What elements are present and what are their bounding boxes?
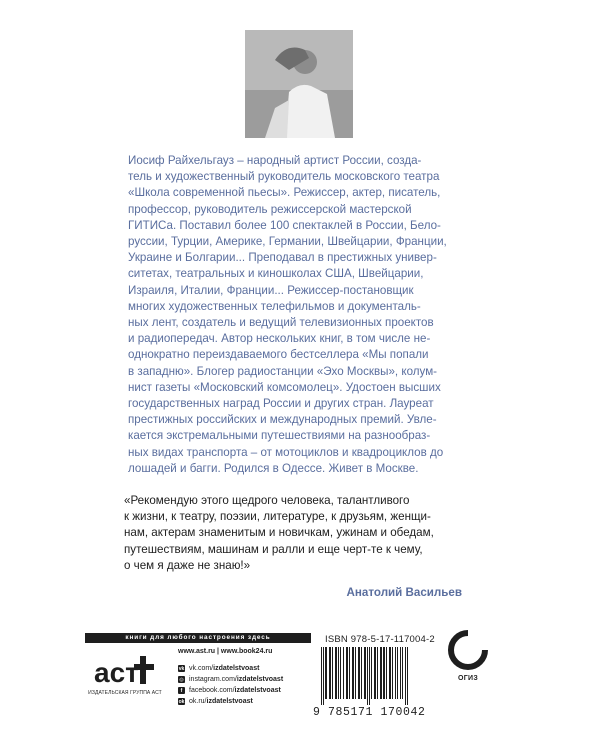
bio-line: «Школа современной пьесы». Режиссер, актер, писатель, <box>128 186 441 200</box>
facebook-icon: f <box>178 687 185 694</box>
ogiz-logo <box>447 629 489 671</box>
bio-line: и радиопередач. Автор нескольких книг, в том числе не- <box>128 332 431 346</box>
barcode-bar <box>325 647 327 699</box>
social-link-handle: izdatelstvoast <box>213 665 260 672</box>
author-biography <box>128 153 464 477</box>
bio-line: ных видах транспорта – от мотоциклов и квадроциклов до <box>128 445 444 459</box>
social-link-prefix: vk.com/ <box>189 665 214 672</box>
social-link-prefix: facebook.com/ <box>189 687 235 694</box>
bio-line: профессор, руководитель режиссерской мастерской <box>128 202 412 216</box>
bio-line: в западню». Блогер радиостанции «Эхо Москвы», колум- <box>128 364 438 378</box>
bio-line: престижных российских и международных премий. Увле- <box>128 413 437 427</box>
bio-line: Иосиф Райхельгауз – народный артист России, созда- <box>128 154 422 167</box>
barcode-guard-bar <box>407 647 408 705</box>
quote-line: к жизни, к театру, поэзии, литературе, к друзьям, женщи- <box>124 510 431 524</box>
barcode-bar <box>377 647 378 699</box>
barcode-digits: 9 785171 170042 <box>313 706 426 719</box>
barcode-bar <box>400 647 401 699</box>
publisher-group-label: ИЗДАТЕЛЬСКАЯ ГРУППА АСТ <box>88 690 162 696</box>
ogiz-logo-gap <box>468 633 485 650</box>
barcode-bar <box>361 647 362 699</box>
odnoklassniki-icon: ok <box>178 698 185 705</box>
barcode-bar <box>389 647 391 699</box>
social-link-odnoklassniki[interactable] <box>178 696 283 707</box>
barcode-bar <box>374 647 376 699</box>
social-link-vk[interactable] <box>178 663 283 674</box>
barcode-bar <box>349 647 350 699</box>
barcode-guard-bar <box>369 647 370 705</box>
barcode-bar <box>395 647 396 699</box>
barcode-guard-bar <box>405 647 406 705</box>
quote-line: путешествиям, машинам и ралли и еще черт-те к чему, <box>124 542 423 556</box>
barcode-bar <box>386 647 387 699</box>
social-link-facebook[interactable] <box>178 685 283 696</box>
social-links <box>178 663 283 707</box>
quote-line: «Рекомендую этого щедрого человека, талантливого <box>124 494 410 507</box>
barcode-bar <box>335 647 337 699</box>
ast-logo <box>90 650 160 690</box>
bio-line: ных лент, создатель и ведущий телевизионных проектов <box>128 316 434 330</box>
social-link-handle: izdatelstvoast <box>206 698 253 705</box>
bio-line: многих художественных телефильмов и документаль- <box>128 299 421 313</box>
vk-icon: vk <box>178 665 185 672</box>
ast-logo-wordmark: аст <box>94 657 139 688</box>
bio-line: Израиля, Италии, Франции... Режиссер-постановщик <box>128 283 414 297</box>
bio-line: лошадей и багги. Родился в Одессе. Живет в Москве. <box>128 461 419 475</box>
quote <box>124 493 467 574</box>
barcode-bar <box>338 647 339 699</box>
barcode-guard-bar <box>321 647 322 705</box>
social-link-prefix: ok.ru/ <box>189 698 207 705</box>
barcode-bar <box>340 647 341 699</box>
barcode-bar <box>352 647 354 699</box>
imprint-name: ОГИЗ <box>457 675 479 682</box>
bio-line: нист газеты «Московский комсомолец». Удостоен высших <box>128 380 441 394</box>
barcode-guard-bar <box>367 647 368 705</box>
barcode-bar <box>332 647 333 699</box>
author-photo-illustration <box>245 30 353 138</box>
barcode-bar <box>392 647 393 699</box>
bio-line: тель и художественный руководитель московского театра <box>128 170 440 184</box>
bio-line: Украине и Болгарии... Преподавал в престижных универ- <box>128 251 437 265</box>
barcode-bar <box>380 647 382 699</box>
barcode-bar <box>397 647 398 699</box>
barcode-bar <box>402 647 403 699</box>
quote-line: нам, актерам знаменитым и новичкам, ужинам и обедам, <box>124 526 434 540</box>
quote-author: Анатолий Васильев <box>346 586 462 599</box>
barcode-bar <box>355 647 356 699</box>
social-link-handle: izdatelstvoast <box>236 676 284 683</box>
bio-line: ситетах, театральных и киношколах США, Швейцарии, <box>128 267 424 281</box>
barcode-bar <box>371 647 372 699</box>
social-link-prefix: instagram.com/ <box>189 676 237 683</box>
instagram-icon: ◎ <box>179 676 184 683</box>
bio-line: руссии, Турции, Америке, Германии, Швейцарии, Франции, <box>128 235 447 249</box>
barcode-bar <box>346 647 348 699</box>
barcode-bar <box>343 647 344 699</box>
barcode <box>317 647 437 705</box>
barcode-bar <box>329 647 331 699</box>
author-photo <box>245 30 353 138</box>
bio-line: государственных наград России и других стран. Лауреат <box>128 397 434 411</box>
bio-line: ГИТИСа. Поставил более 100 спектаклей в России, Бело- <box>128 218 441 232</box>
barcode-bar <box>358 647 360 699</box>
barcode-bar <box>383 647 385 699</box>
isbn: ISBN 978-5-17-117004-2 <box>325 634 435 645</box>
barcode-bar <box>364 647 366 699</box>
quote-line: о чем я даже не знаю!» <box>124 558 251 572</box>
social-link-instagram[interactable] <box>178 674 283 685</box>
bio-line: кается экстремальными путешествиями на разнообраз- <box>128 429 431 443</box>
tagline-bar: книги для любого настроения здесь <box>85 633 311 643</box>
websites[interactable]: www.ast.ru | www.book24.ru <box>178 648 273 655</box>
bio-line: однократно переиздаваемого бестселлера «Мы попали <box>128 348 429 362</box>
barcode-guard-bar <box>323 647 324 705</box>
social-link-handle: izdatelstvoast <box>234 687 281 694</box>
